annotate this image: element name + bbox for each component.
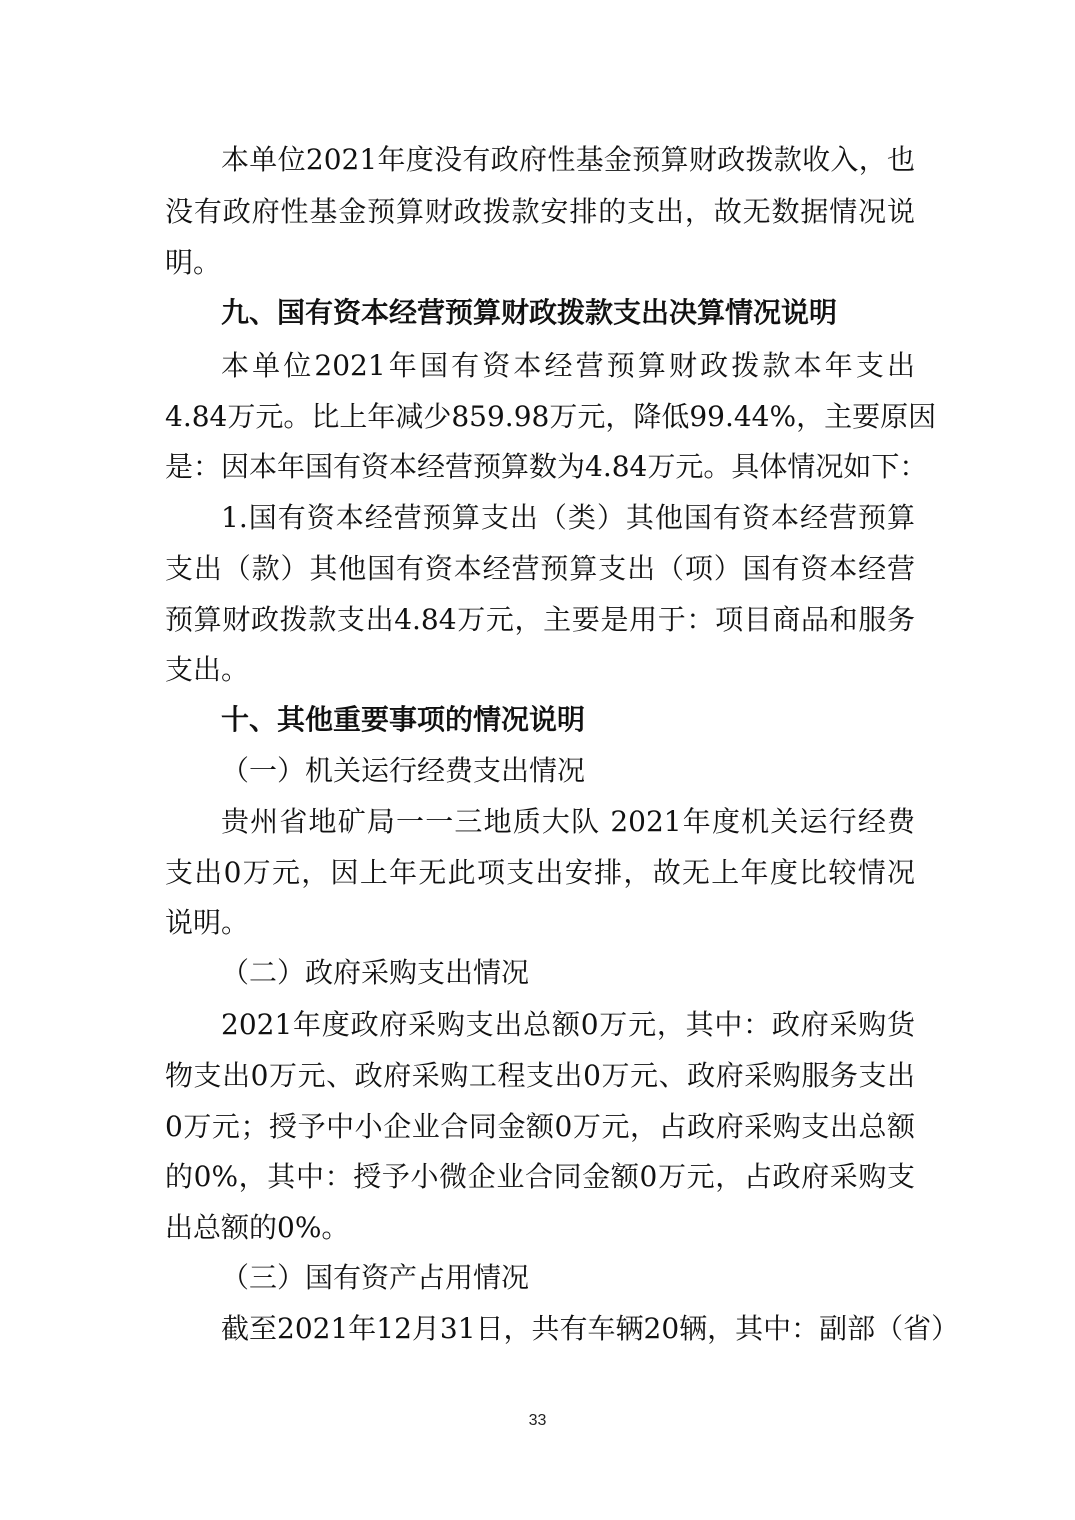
paragraph-line: 本单位2021年国有资本经营预算财政拨款本年支出 (221, 349, 915, 382)
subsection-heading: （一）机关运行经费支出情况 (221, 754, 586, 787)
paragraph-line: 贵州省地矿局一一三地质大队 2021年度机关运行经费 (221, 805, 915, 838)
paragraph-line: 明。 (165, 246, 222, 279)
paragraph-line: 4.84万元。比上年减少859.98万元，降低99.44%，主要原因 (165, 400, 937, 433)
page-number: 33 (528, 1412, 547, 1429)
paragraph-line: 本单位2021年度没有政府性基金预算财政拨款收入，也 (221, 143, 915, 176)
paragraph-line: 截至2021年12月31日，共有车辆20辆，其中：副部（省） (221, 1312, 960, 1345)
paragraph-line: 2021年度政府采购支出总额0万元，其中：政府采购货 (221, 1008, 915, 1041)
paragraph-line: 预算财政拨款支出4.84万元，主要是用于：项目商品和服务 (165, 603, 915, 636)
paragraph-line: 支出。 (165, 653, 250, 686)
section-heading: 九、国有资本经营预算财政拨款支出决算情况说明 (221, 296, 838, 329)
subsection-heading: （三）国有资产占用情况 (221, 1261, 530, 1294)
paragraph-line: 说明。 (165, 906, 250, 939)
paragraph-line: 是：因本年国有资本经营预算数为4.84万元。具体情况如下： (165, 450, 928, 483)
paragraph-line: 0万元；授予中小企业合同金额0万元，占政府采购支出总额 (165, 1110, 915, 1143)
paragraph-line: 的0%，其中：授予小微企业合同金额0万元，占政府采购支 (165, 1160, 915, 1193)
paragraph-line: 1.国有资本经营预算支出（类）其他国有资本经营预算 (221, 501, 915, 534)
paragraph-line: 支出（款）其他国有资本经营预算支出（项）国有资本经营 (165, 552, 915, 585)
paragraph-line: 没有政府性基金预算财政拨款安排的支出，故无数据情况说 (165, 195, 915, 228)
paragraph-line: 出总额的0%。 (165, 1211, 350, 1244)
subsection-heading: （二）政府采购支出情况 (221, 956, 530, 989)
paragraph-line: 支出0万元，因上年无此项支出安排，故无上年度比较情况 (165, 856, 915, 889)
section-heading: 十、其他重要事项的情况说明 (221, 703, 586, 736)
paragraph-line: 物支出0万元、政府采购工程支出0万元、政府采购服务支出 (165, 1059, 915, 1092)
